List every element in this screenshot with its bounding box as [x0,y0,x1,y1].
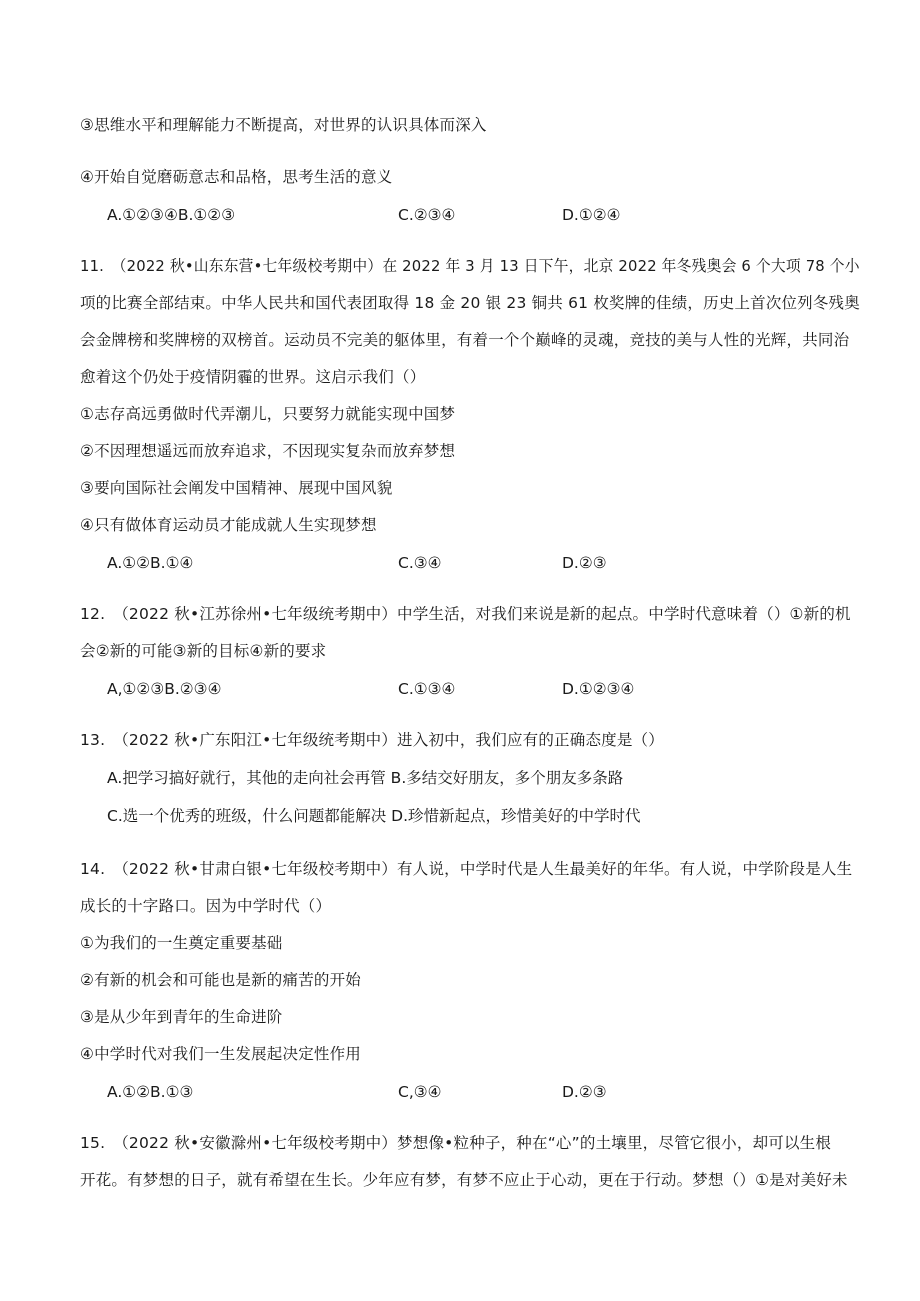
q12-option-ab: A,①②③B.②③④ [107,680,222,698]
q10-option-c: C.②③④ [398,206,456,224]
q13-options-ab: A.把学习搞好就行，其他的走向社会再管 B.多结交好朋友，多个朋友多条路 [107,769,624,787]
q11-statement-3: ③要向国际社会阐发中国精神、展现中国风貌 [80,479,393,497]
q11-stem-line-3: 会金牌榜和奖牌榜的双榜首。运动员不完美的躯体里，有着一个个巅峰的灵魂，竞技的美与人性的光辉，共同治 [80,331,850,349]
q14-stem-line-2: 成长的十字路口。因为中学时代（） [80,897,332,915]
q14-stem-line-1: 14. （2022 秋•甘肃白银•七年级校考期中）有人说，中学时代是人生最美好的年华。有人说，中学阶段是人生 [80,860,853,878]
q13-options-cd: C.选一个优秀的班级，什么问题都能解决 D.珍惜新起点，珍惜美好的中学时代 [107,807,641,825]
q14-option-c: C,③④ [398,1083,442,1101]
q14-statement-1: ①为我们的一生奠定重要基础 [80,934,283,952]
q11-statement-2: ②不因理想遥远而放弃追求，不因现实复杂而放弃梦想 [80,442,456,460]
q12-stem-line-1: 12. （2022 秋•江苏徐州•七年级统考期中）中学生活，对我们来说是新的起点。中学时代意味着（）①新的机 [80,605,851,623]
q15-stem-line-1: 15. （2022 秋•安徽滁州•七年级校考期中）梦想像•粒种子，种在“心”的土壤里，尽管它很小，却可以生根 [80,1134,832,1152]
q14-statement-3: ③是从少年到青年的生命进阶 [80,1008,283,1026]
q12-option-d: D.①②③④ [562,680,635,698]
q12-stem-line-2: 会②新的可能③新的目标④新的要求 [80,642,327,660]
q15-stem-line-2: 开花。有梦想的日子，就有希望在生长。少年应有梦，有梦不应止于心动，更在于行动。梦想（）①是对美好未 [80,1171,848,1189]
q14-option-ab: A.①②B.①③ [107,1083,194,1101]
q14-statement-4: ④中学时代对我们一生发展起决定性作用 [80,1045,361,1063]
q12-option-c: C.①③④ [398,680,456,698]
q11-option-c: C.③④ [398,554,442,572]
q14-statement-2: ②有新的机会和可能也是新的痛苦的开始 [80,971,361,989]
q11-option-d: D.②③ [562,554,607,572]
q11-stem-line-4: 愈着这个仍处于疫情阴霾的世界。这启示我们（） [80,368,426,386]
q10-statement-3: ③思维水平和理解能力不断提高，对世界的认识具体而深入 [80,116,487,134]
q13-stem: 13. （2022 秋•广东阳江•七年级统考期中）进入初中，我们应有的正确态度是（） [80,731,664,749]
q14-option-d: D.②③ [562,1083,607,1101]
q10-statement-4: ④开始自觉磨砺意志和品格，思考生活的意义 [80,168,393,186]
q11-statement-4: ④只有做体育运动员才能成就人生实现梦想 [80,516,377,534]
q10-option-ab: A.①②③④B.①②③ [107,206,236,224]
q10-option-d: D.①②④ [562,206,621,224]
q11-option-ab: A.①②B.①④ [107,554,194,572]
q11-statement-1: ①志存高远勇做时代弄潮儿，只要努力就能实现中国梦 [80,405,456,423]
q11-stem-line-2: 项的比赛全部结束。中华人民共和国代表团取得 18 金 20 银 23 铜共 61 枚奖牌的佳绩，历史上首次位列冬残奥 [80,294,860,312]
q11-stem-line-1: 11. （2022 秋•山东东营•七年级校考期中）在 2022 年 3 月 13 日下午，北京 2022 年冬残奥会 6 个大项 78 个小 [80,257,860,275]
